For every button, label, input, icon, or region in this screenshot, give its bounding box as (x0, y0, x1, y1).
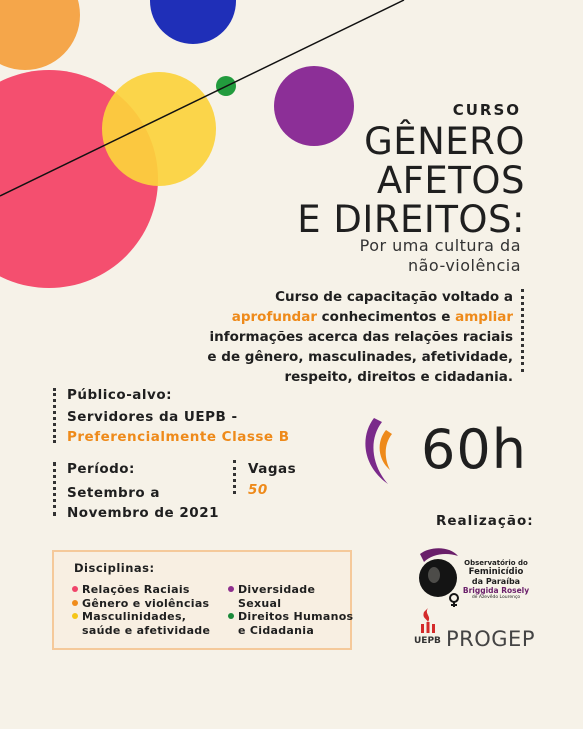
uepb-logo-icon (418, 608, 438, 636)
bullet-icon (228, 613, 234, 619)
list-item-text: Relações Raciais (82, 583, 190, 596)
publico-label: Público-alvo: (67, 387, 173, 403)
course-kicker: CURSO (452, 101, 521, 119)
periodo-label: Período: (67, 461, 135, 477)
periodo-divider (53, 462, 56, 516)
list-item-continued: Sexual (238, 596, 282, 610)
list-item (72, 597, 210, 611)
course-description (183, 287, 513, 387)
description-line: Curso de capacitação voltado a (275, 289, 513, 305)
disciplinas-col2 (228, 583, 353, 637)
vagas-label: Vagas (248, 461, 297, 477)
bullet-icon (72, 613, 78, 619)
list-item-continued: e Cidadania (238, 623, 315, 637)
description-line: informações acerca das relações raciais (209, 329, 513, 345)
title-line: E DIREITOS: (297, 198, 525, 241)
bullet-icon (72, 600, 78, 606)
logo-text-line: Feminicídio (468, 567, 524, 577)
logo-text-line: da Paraíba (471, 577, 521, 586)
logo-text-line: de Azevêdo Lourenço (471, 595, 521, 600)
description-line (183, 307, 513, 327)
list-item-text: Direitos Humanos (238, 610, 354, 623)
realizacao-label: Realização: (436, 513, 534, 529)
vagas-value: 50 (248, 482, 268, 498)
page-title (297, 122, 525, 239)
highlight-word: ampliar (455, 309, 513, 325)
progep-label: PROGEP (446, 627, 535, 651)
periodo-value: Novembro de 2021 (67, 505, 219, 521)
title-line: GÊNERO (364, 120, 525, 163)
subtitle (360, 236, 521, 276)
publico-divider (53, 388, 56, 443)
highlight-word: aprofundar (231, 309, 317, 325)
observatorio-logo-icon (414, 548, 462, 608)
list-item-text: Gênero e violências (82, 596, 210, 610)
description-text: conhecimentos e (316, 309, 456, 325)
subtitle-line: Por uma cultura da (359, 236, 521, 255)
description-line: e de gênero, masculinades, afetividade, (207, 349, 513, 365)
vagas-block (248, 459, 296, 500)
periodo-value: Setembro a (67, 485, 160, 501)
logo-text-line: Observatório do (464, 559, 528, 567)
list-item (72, 610, 210, 624)
bullet-icon (72, 586, 78, 592)
title-line: AFETOS (376, 159, 525, 202)
observatorio-logo-text (462, 559, 530, 601)
vagas-divider (233, 460, 236, 494)
swoosh-logo (360, 416, 394, 486)
course-hours: 60h (421, 418, 527, 481)
subtitle-line: não-violência (407, 256, 521, 275)
logo-text-line: Briggida Rosely (462, 586, 530, 595)
bullet-icon (228, 586, 234, 592)
disciplinas-col1 (72, 583, 210, 637)
list-item (72, 583, 210, 597)
list-item (228, 583, 353, 597)
description-divider (521, 289, 524, 372)
list-item-continued: saúde e afetividade (82, 623, 211, 637)
list-item-text: Masculinidades, (82, 610, 187, 623)
publico-value: Servidores da UEPB - (67, 409, 238, 425)
publico-block (67, 385, 290, 447)
description-line: respeito, direitos e cidadania. (284, 369, 513, 385)
list-item-text: Diversidade (238, 583, 316, 596)
list-item (228, 610, 353, 624)
publico-value-highlight: Preferencialmente Classe B (67, 429, 290, 445)
disciplinas-title: Disciplinas: (74, 561, 155, 575)
periodo-block (67, 459, 219, 523)
uepb-label: UEPB (414, 636, 441, 646)
